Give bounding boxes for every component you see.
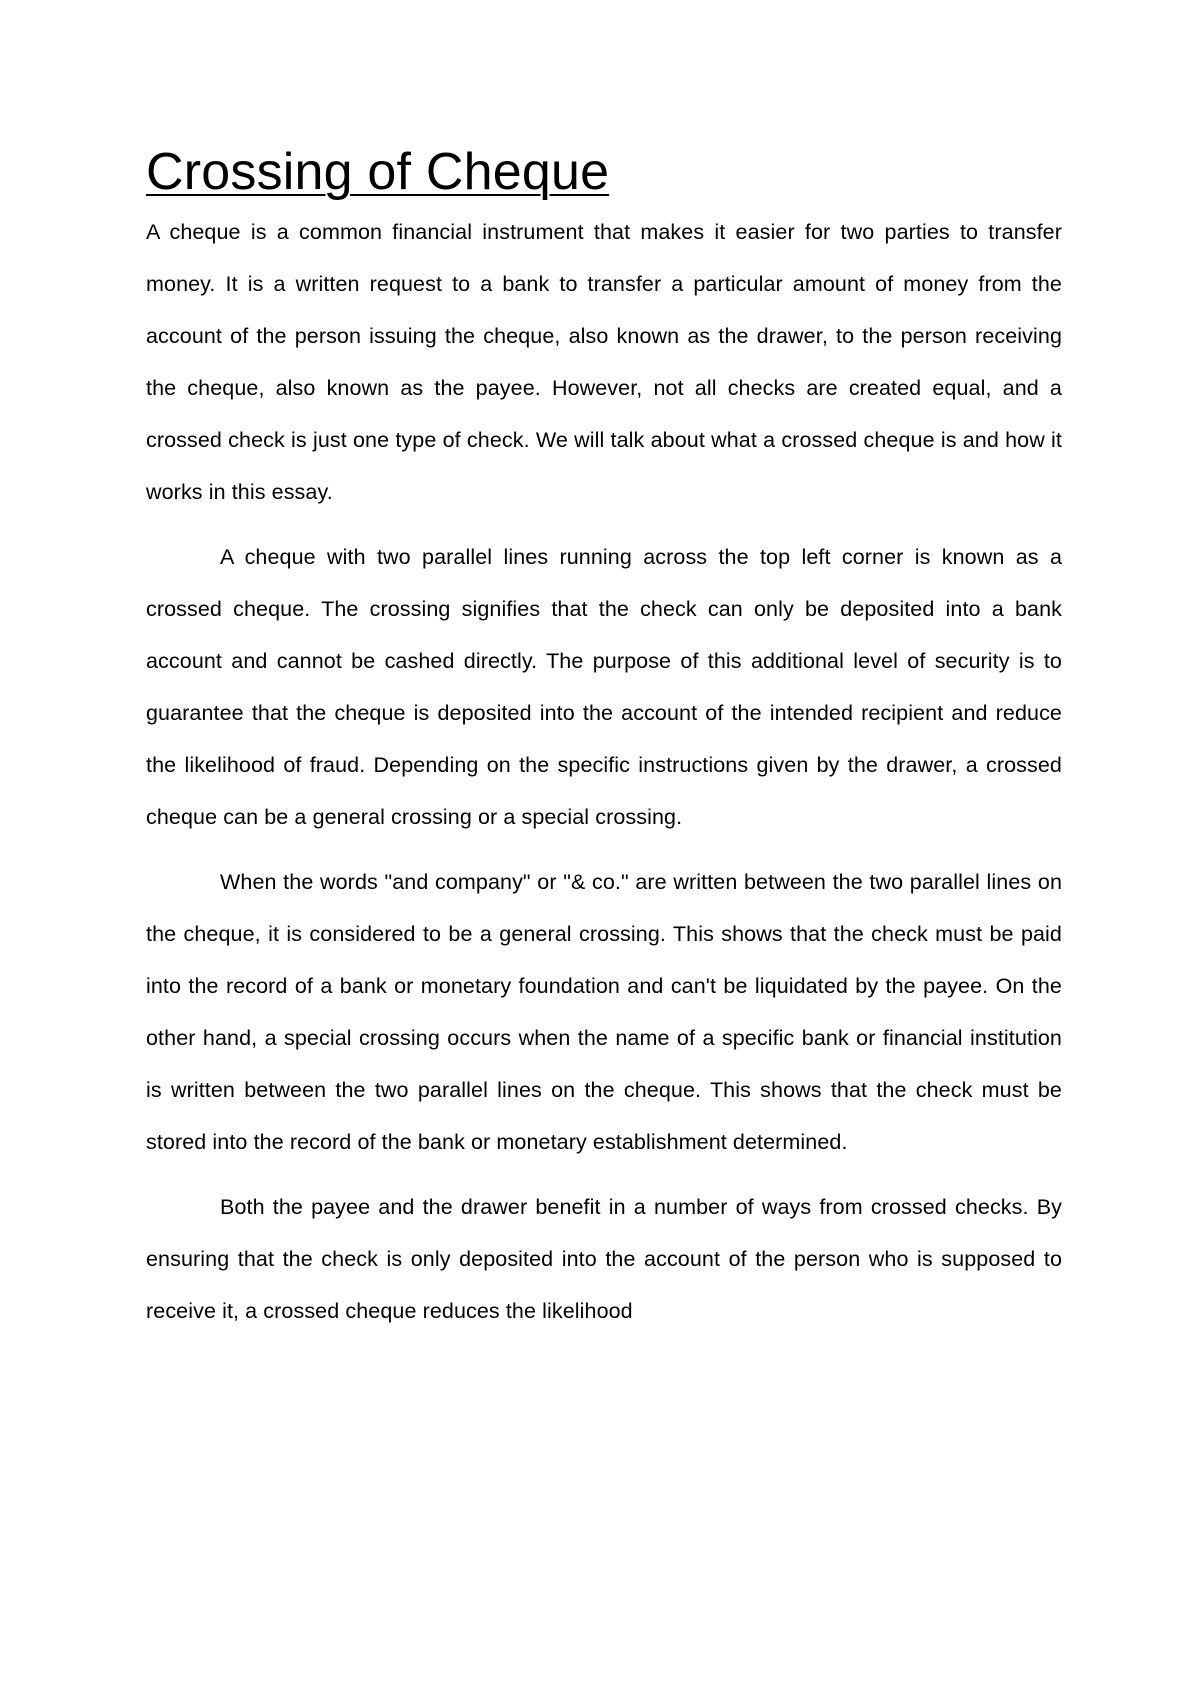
paragraph-crossed-cheque: A cheque with two parallel lines running across the top left corner is known as a crossed cheque. The crossing signifies that the check can only be deposited into a bank account and cannot be cashed directly. The purpose of this additional level of security is to guarantee that the cheque is deposited into the account of the intended recipient and reduce the likelihood of fraud. Depending on the specific instructions given by the drawer, a crossed cheque can be a general crossing or a special crossing. [146, 545, 1062, 829]
paragraph-general-special-crossing: When the words "and company" or "& co." are written between the two parallel lines on the cheque, it is considered to be a general crossing. This shows that the check must be paid into the record of a bank or monetary foundation and can't be liquidated by the payee. On the other hand, a special crossing occurs when the name of a specific bank or financial institution is written between the two parallel lines on the cheque. This shows that the check must be stored into the record of the bank or monetary establishment determined. [146, 870, 1062, 1154]
paragraph-benefits: Both the payee and the drawer benefit in a number of ways from crossed checks. By ensuring that the check is only deposited into the account of the person who is supposed to receive it, a crossed cheque reduces the likelihood [146, 1195, 1062, 1323]
document-body [146, 138, 1062, 1350]
paragraph-intro: A cheque is a common financial instrument that makes it easier for two parties to transfer money. It is a written request to a bank to transfer a particular amount of money from the account of the person issuing the cheque, also known as the drawer, to the person receiving the cheque, also known as the payee. However, not all checks are created equal, and a crossed check is just one type of check. We will talk about what a crossed cheque is and how it works in this essay. [146, 220, 1062, 504]
document-title: Crossing of Cheque [146, 143, 610, 201]
